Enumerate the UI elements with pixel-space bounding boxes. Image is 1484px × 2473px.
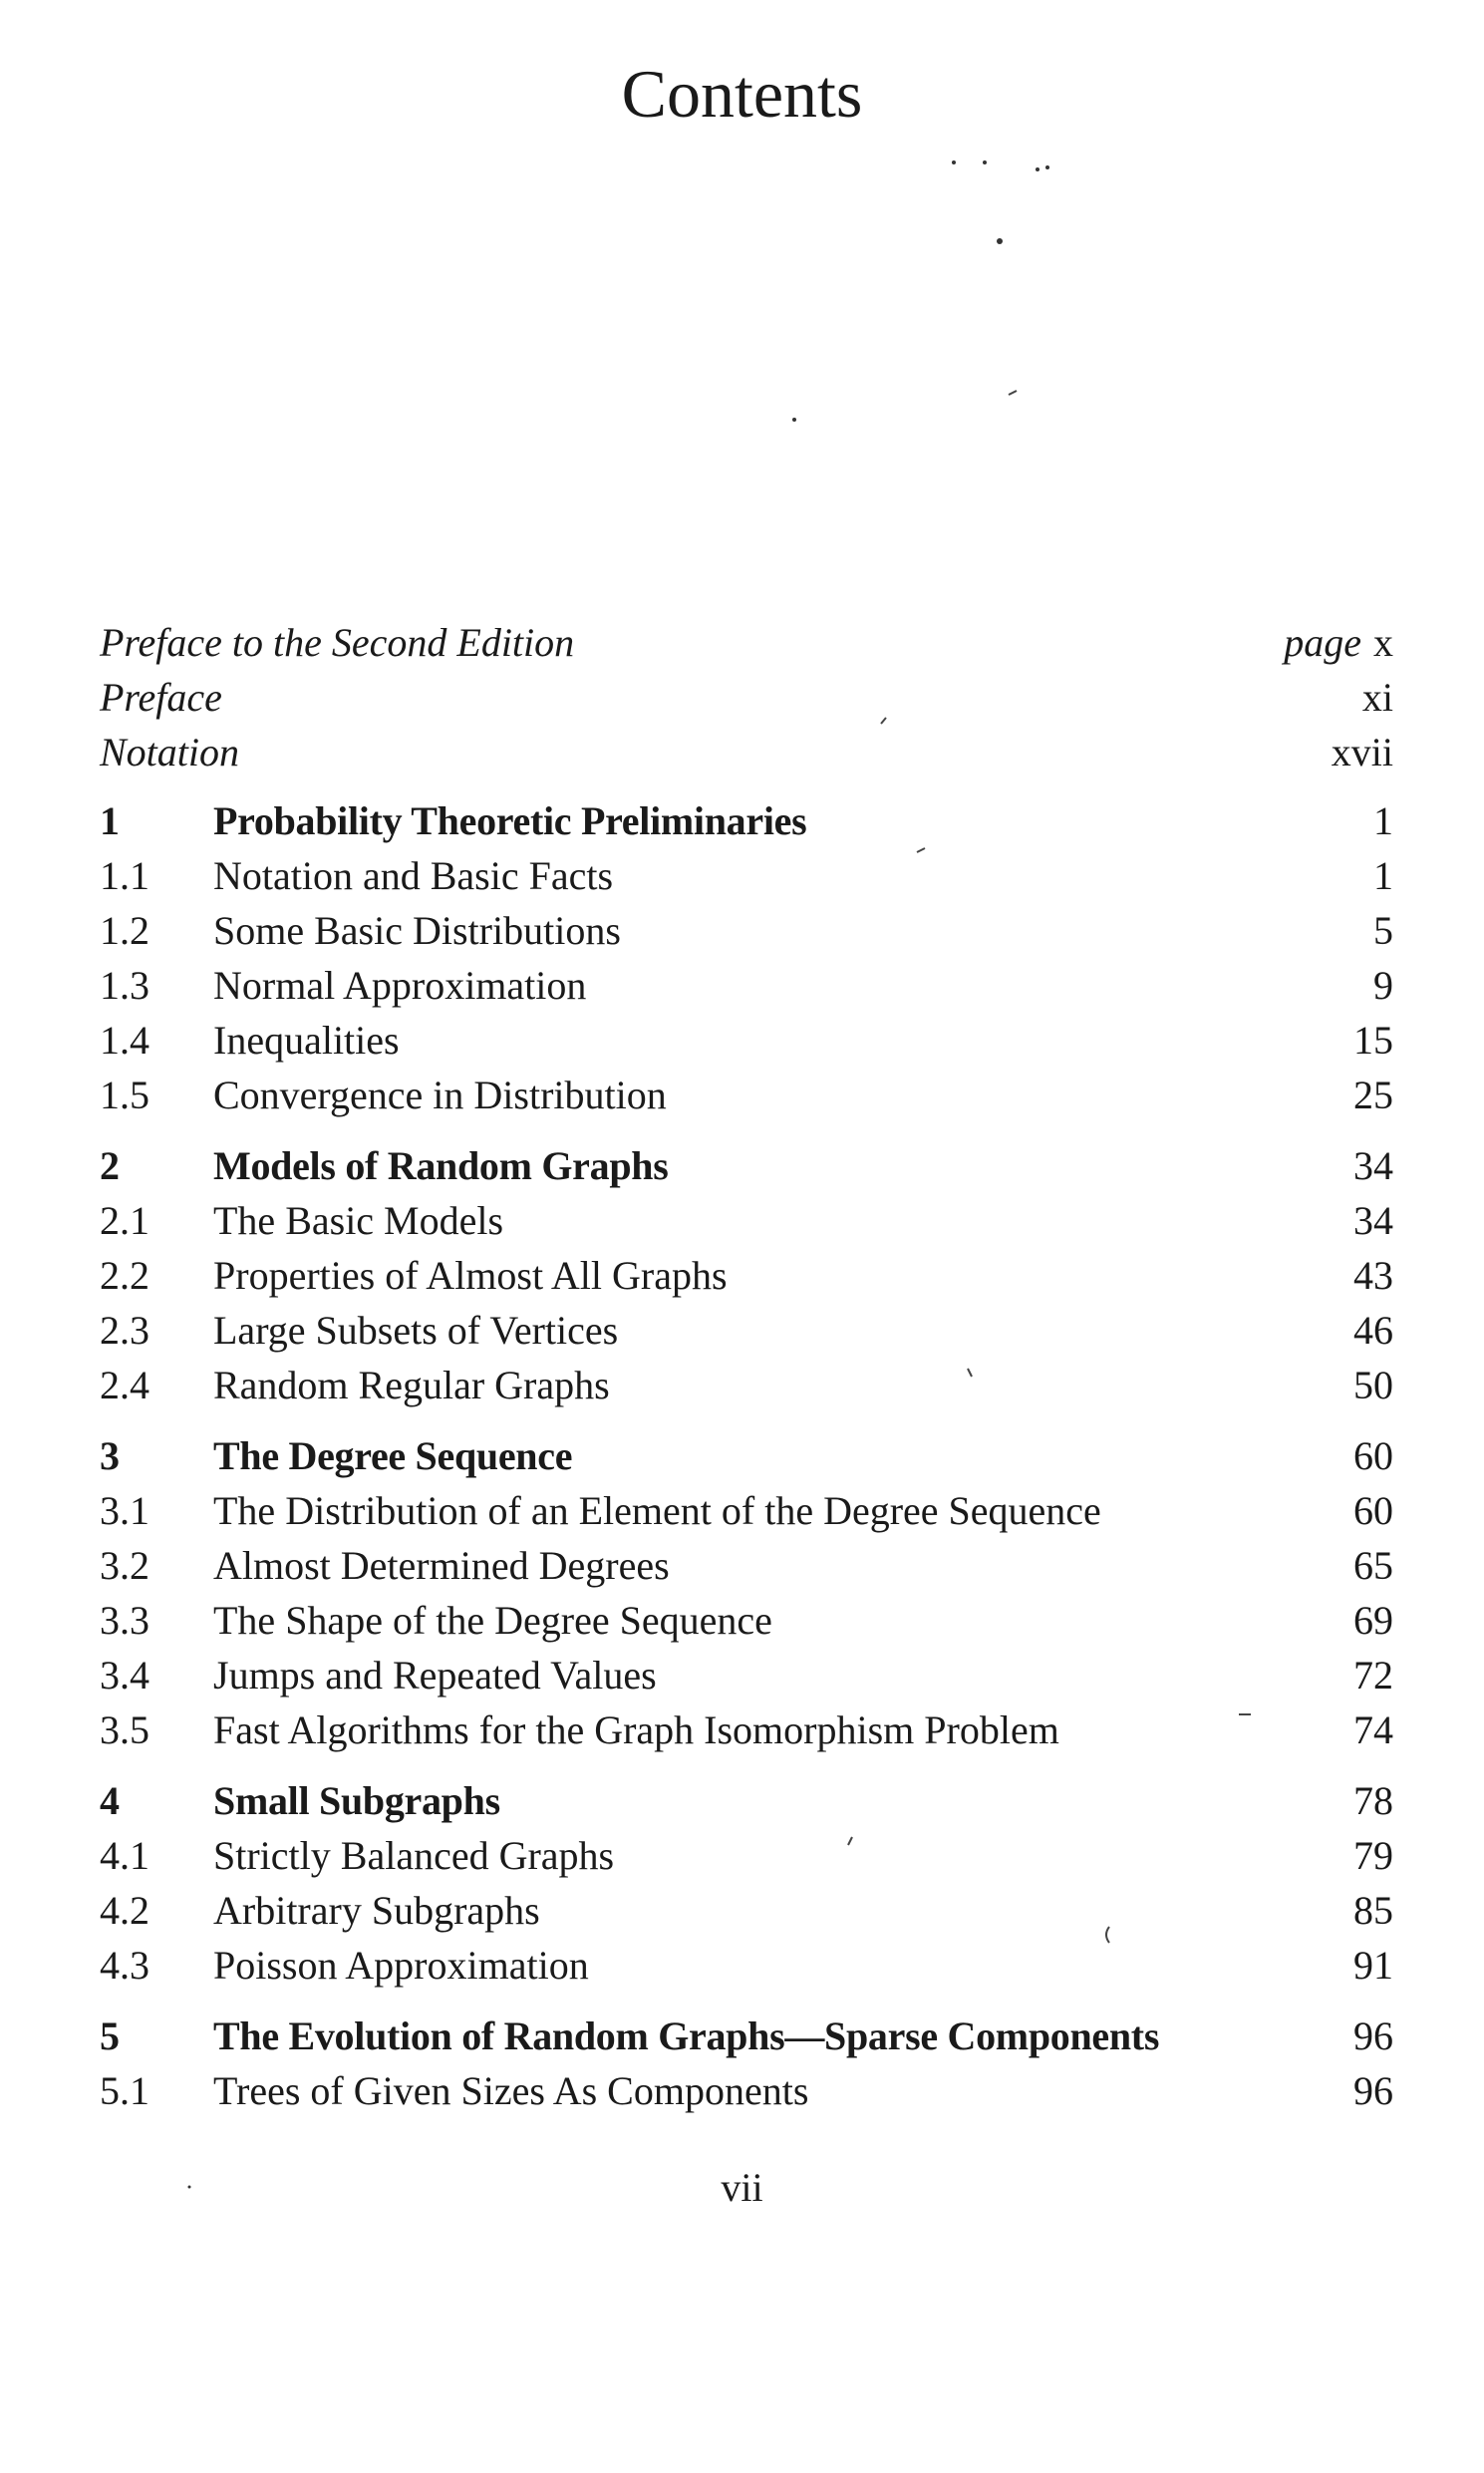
toc-section-2-3[interactable] (100, 1303, 1393, 1358)
toc-section-3-3[interactable] (100, 1593, 1393, 1648)
section-title: Properties of Almost All Graphs (213, 1253, 728, 1298)
toc-chapter-4[interactable] (100, 1773, 1393, 1828)
section-title: Large Subsets of Vertices (213, 1308, 619, 1353)
toc-section-3-5[interactable] (100, 1702, 1393, 1757)
section-page: 1 (1373, 853, 1393, 898)
section-number: 3.3 (100, 1598, 149, 1643)
chapter-number: 4 (100, 1778, 120, 1823)
toc-section-1-4[interactable] (100, 1013, 1393, 1068)
section-number: 3.4 (100, 1653, 149, 1698)
toc-section-3-4[interactable] (100, 1648, 1393, 1702)
chapter-number: 1 (100, 798, 120, 843)
section-number: 2.3 (100, 1308, 149, 1353)
chapter-title: Probability Theoretic Preliminaries (213, 798, 807, 843)
chapter-number: 3 (100, 1433, 120, 1478)
chapter-number: 2 (100, 1143, 120, 1188)
toc-section-2-2[interactable] (100, 1248, 1393, 1303)
page-title: Contents (621, 56, 863, 132)
toc-entry-notation[interactable] (100, 725, 1393, 779)
section-page: 72 (1353, 1653, 1393, 1698)
section-title: Jumps and Repeated Values (213, 1653, 657, 1698)
toc-section-2-4[interactable] (100, 1358, 1393, 1412)
toc-chapter-2[interactable] (100, 1138, 1393, 1193)
section-number: 2.2 (100, 1253, 149, 1298)
section-number: 1.2 (100, 908, 149, 953)
section-title: Normal Approximation (213, 963, 587, 1008)
section-number: 1.3 (100, 963, 149, 1008)
toc-section-1-1[interactable] (100, 848, 1393, 903)
toc-section-3-2[interactable] (100, 1538, 1393, 1593)
section-number: 4.3 (100, 1943, 149, 1988)
toc-section-2-1[interactable] (100, 1193, 1393, 1248)
section-title: Random Regular Graphs (213, 1363, 610, 1407)
section-page: 65 (1353, 1543, 1393, 1588)
section-number: 3.5 (100, 1707, 149, 1752)
toc-chapter-1[interactable] (100, 793, 1393, 848)
section-number: 4.2 (100, 1888, 149, 1933)
toc-entry-page: xvii (1331, 730, 1393, 774)
page-folio: vii (721, 2165, 763, 2210)
section-title: Some Basic Distributions (213, 908, 621, 953)
section-number: 3.2 (100, 1543, 149, 1588)
toc-section-1-5[interactable] (100, 1068, 1393, 1122)
section-page: 60 (1353, 1488, 1393, 1533)
section-page: 25 (1353, 1073, 1393, 1117)
toc-entry-page (1284, 615, 1393, 670)
section-number: 3.1 (100, 1488, 149, 1533)
section-title: The Distribution of an Element of the Degree Sequence (213, 1488, 1101, 1533)
toc-section-4-2[interactable] (100, 1883, 1393, 1938)
chapter-number: 5 (100, 2013, 120, 2058)
section-title: The Basic Models (213, 1198, 504, 1243)
section-title: Poisson Approximation (213, 1943, 589, 1988)
section-title: Trees of Given Sizes As Components (213, 2068, 809, 2113)
section-number: 1.1 (100, 853, 149, 898)
section-page: 50 (1353, 1363, 1393, 1407)
toc-section-4-3[interactable] (100, 1938, 1393, 1993)
section-page: 69 (1353, 1598, 1393, 1643)
toc-chapter-5[interactable] (100, 2009, 1393, 2063)
section-title: Convergence in Distribution (213, 1073, 667, 1117)
toc-section-5-1[interactable] (100, 2063, 1393, 2118)
table-of-contents (100, 615, 1393, 2118)
toc-section-1-3[interactable] (100, 958, 1393, 1013)
section-page: 46 (1353, 1308, 1393, 1353)
chapter-page: 60 (1353, 1433, 1393, 1478)
toc-entry-preface[interactable] (100, 670, 1393, 725)
section-page: 5 (1373, 908, 1393, 953)
toc-entry-title: Notation (100, 730, 240, 774)
section-page: 43 (1353, 1253, 1393, 1298)
chapter-page: 1 (1373, 798, 1393, 843)
section-title: Almost Determined Degrees (213, 1543, 670, 1588)
toc-entry-title: Preface to the Second Edition (100, 620, 575, 665)
toc-section-1-2[interactable] (100, 903, 1393, 958)
section-number: 4.1 (100, 1833, 149, 1878)
section-page: 79 (1353, 1833, 1393, 1878)
chapter-page: 96 (1353, 2013, 1393, 2058)
toc-entry-page: xi (1361, 675, 1393, 720)
section-page: 9 (1373, 963, 1393, 1008)
chapter-title: The Evolution of Random Graphs—Sparse Components (213, 2013, 1160, 2058)
chapter-title: The Degree Sequence (213, 1433, 573, 1478)
section-number: 1.4 (100, 1018, 149, 1063)
section-title: Inequalities (213, 1018, 400, 1063)
section-page: 74 (1353, 1707, 1393, 1752)
section-number: 1.5 (100, 1073, 149, 1117)
toc-section-4-1[interactable] (100, 1828, 1393, 1883)
toc-entry-title: Preface (100, 675, 222, 720)
section-title: Arbitrary Subgraphs (213, 1888, 540, 1933)
section-title: Strictly Balanced Graphs (213, 1833, 615, 1878)
section-number: 5.1 (100, 2068, 149, 2113)
section-title: The Shape of the Degree Sequence (213, 1598, 772, 1643)
toc-entry-preface-second-edition[interactable] (100, 615, 1393, 670)
chapter-title: Small Subgraphs (213, 1778, 500, 1823)
section-page: 85 (1353, 1888, 1393, 1933)
chapter-title: Models of Random Graphs (213, 1143, 669, 1188)
section-number: 2.1 (100, 1198, 149, 1243)
section-title: Fast Algorithms for the Graph Isomorphism Problem (213, 1707, 1059, 1752)
page-number: x (1373, 620, 1393, 665)
section-page: 91 (1353, 1943, 1393, 1988)
section-page: 96 (1353, 2068, 1393, 2113)
toc-section-3-1[interactable] (100, 1483, 1393, 1538)
section-number: 2.4 (100, 1363, 149, 1407)
section-page: 15 (1353, 1018, 1393, 1063)
page-prefix: page (1284, 620, 1361, 665)
chapter-page: 78 (1353, 1778, 1393, 1823)
section-title: Notation and Basic Facts (213, 853, 614, 898)
toc-chapter-3[interactable] (100, 1428, 1393, 1483)
section-page: 34 (1353, 1198, 1393, 1243)
chapter-page: 34 (1353, 1143, 1393, 1188)
